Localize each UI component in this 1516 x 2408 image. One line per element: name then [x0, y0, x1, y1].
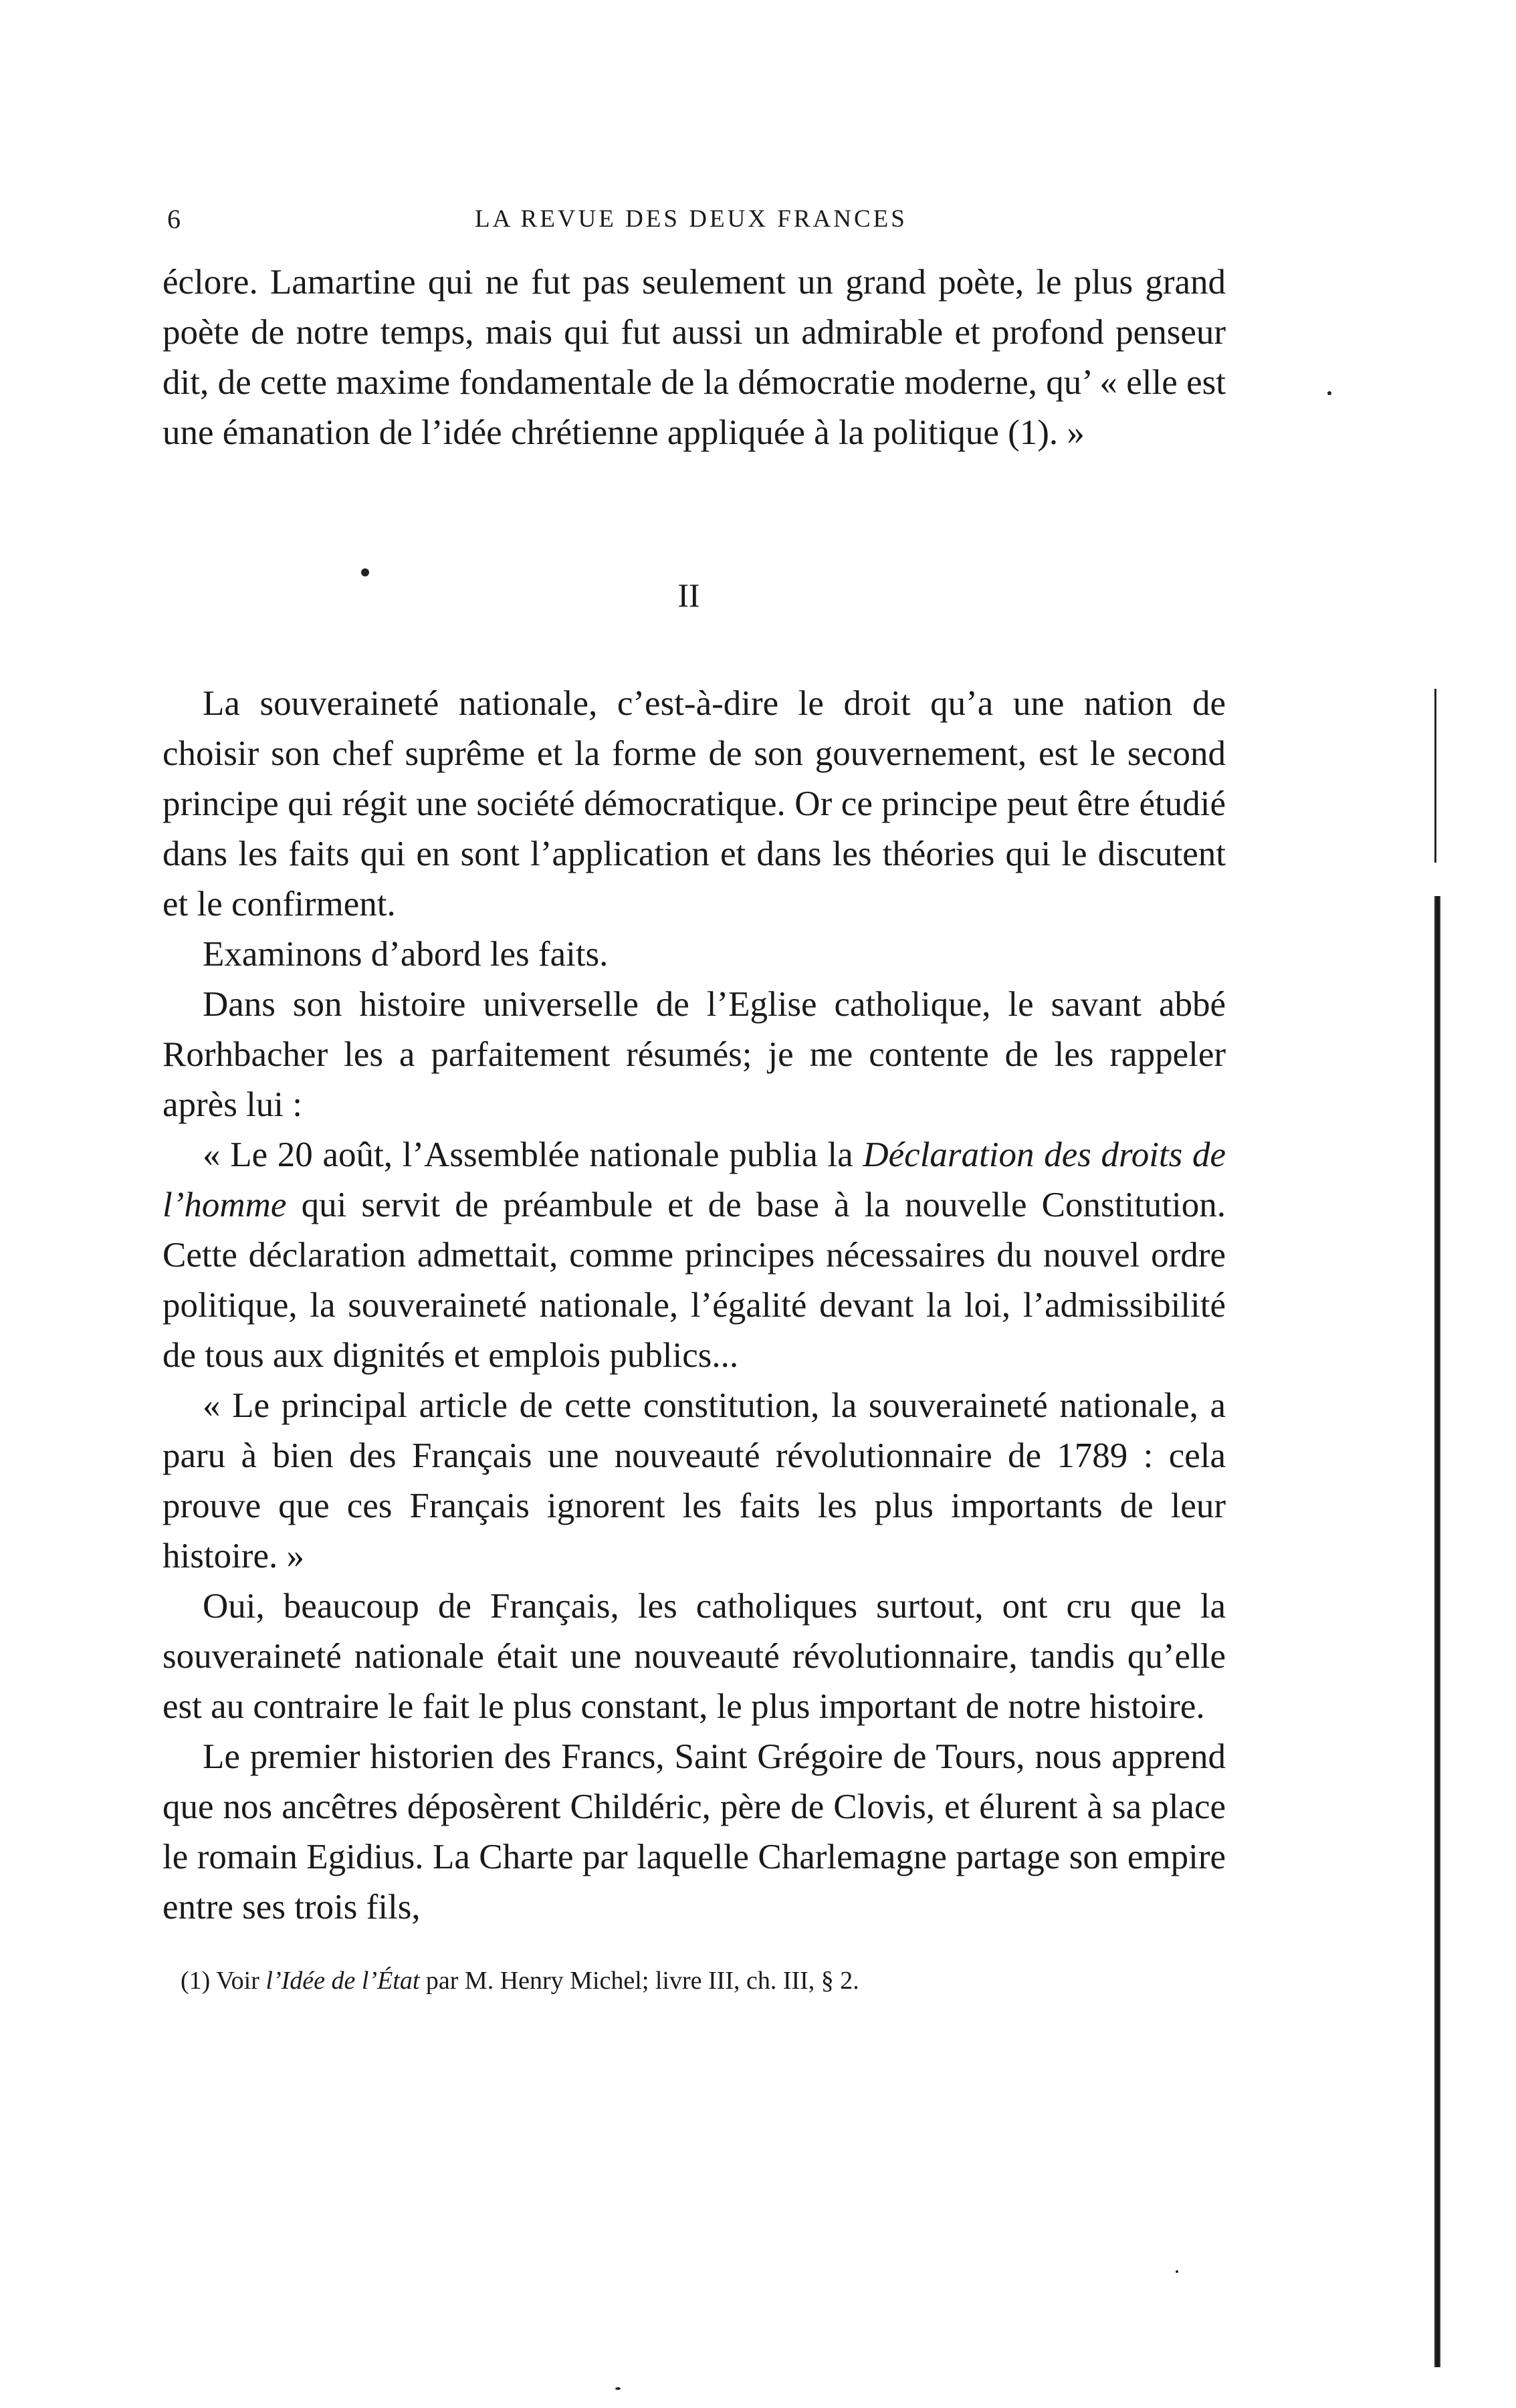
page-header — [167, 199, 1224, 239]
scan-speck — [1176, 2270, 1178, 2273]
declaration-title: Déclaration des droits de l’homme — [163, 1135, 1226, 1224]
page-number: 6 — [167, 204, 181, 234]
running-title: LA REVUE DES DEUX FRANCES — [475, 205, 907, 233]
paragraph-continuation: éclore. Lamartine qui ne fut pas seulement un grand poète, le plus grand poète de notre temps, mais qui fut aussi un admirable et profond penseur dit, de cette maxime fondamentale de la démocratie moderne, qu’ « elle est une émanation de l’idée chrétienne appliquée à la politique (1). » — [163, 263, 1226, 452]
scan-speck — [361, 568, 369, 576]
opening-paragraph-block — [163, 257, 1226, 458]
footnote-text-end: par M. Henry Michel; livre III, ch. III, § 2. — [419, 1967, 859, 1995]
paragraph-5-quote: « Le principal article de cette constitution, la souveraineté nationale, a paru à bien des Français une nouveauté révolutionnaire de 1789 : cela prouve que ces Français ignorent les faits les plus importants de leur histoire. » — [163, 1386, 1226, 1575]
footnote-book-title: l’Idée de l’État — [265, 1967, 420, 1995]
scan-edge-shadow — [1434, 689, 1436, 863]
footnote — [181, 1963, 1224, 1999]
scan-edge-shadow — [1434, 896, 1440, 2367]
paragraph-2: Examinons d’abord les faits. — [203, 935, 609, 974]
paragraph-1: La souveraineté nationale, c’est-à-dire le droit qu’a une nation de choisir son chef suprême et la forme de son gouvernement, est le second principe qui régit une société démocratique. Or ce principe peut être étudié dans les faits qui en sont l’application et dans les théories qui le discutent et le confirment. — [163, 684, 1226, 923]
scan-speck — [615, 2387, 621, 2390]
paragraph-7: Le premier historien des Francs, Saint Grégoire de Tours, nous apprend que nos ancêtres déposèrent Childéric, père de Clovis, et élurent à sa place le romain Egidius. La Charte par laquelle Charlemagne partage son empire entre ses trois fils, — [163, 1737, 1226, 1927]
quote-text-end: qui servit de préambule et de base à la nouvelle Constitution. Cette déclaration admettait, comme principes nécessaires du nouvel ordre politique, la souveraineté nationale, l’égalité devant la loi, l’admissibilité de tous aux dignités et emplois publics... — [163, 1186, 1226, 1375]
paragraph-4-quote — [163, 1130, 1226, 1381]
scan-speck — [1327, 391, 1331, 395]
paragraph-3: Dans son histoire universelle de l’Eglise catholique, le savant abbé Rorhbacher les a parfaitement résumés; je me contente de les rappeler après lui : — [163, 985, 1226, 1124]
section-heading: II — [677, 576, 700, 614]
paragraph-6: Oui, beaucoup de Français, les catholiques surtout, ont cru que la souveraineté nationale était une nouveauté révolutionnaire, tandis qu’elle est au contraire le fait le plus constant, le plus important de notre histoire. — [163, 1587, 1226, 1726]
quote-text-start: « Le 20 août, l’Assemblée nationale publia la — [203, 1135, 863, 1174]
section-body — [163, 679, 1226, 1933]
footnote-text-start: (1) Voir — [181, 1967, 266, 1995]
